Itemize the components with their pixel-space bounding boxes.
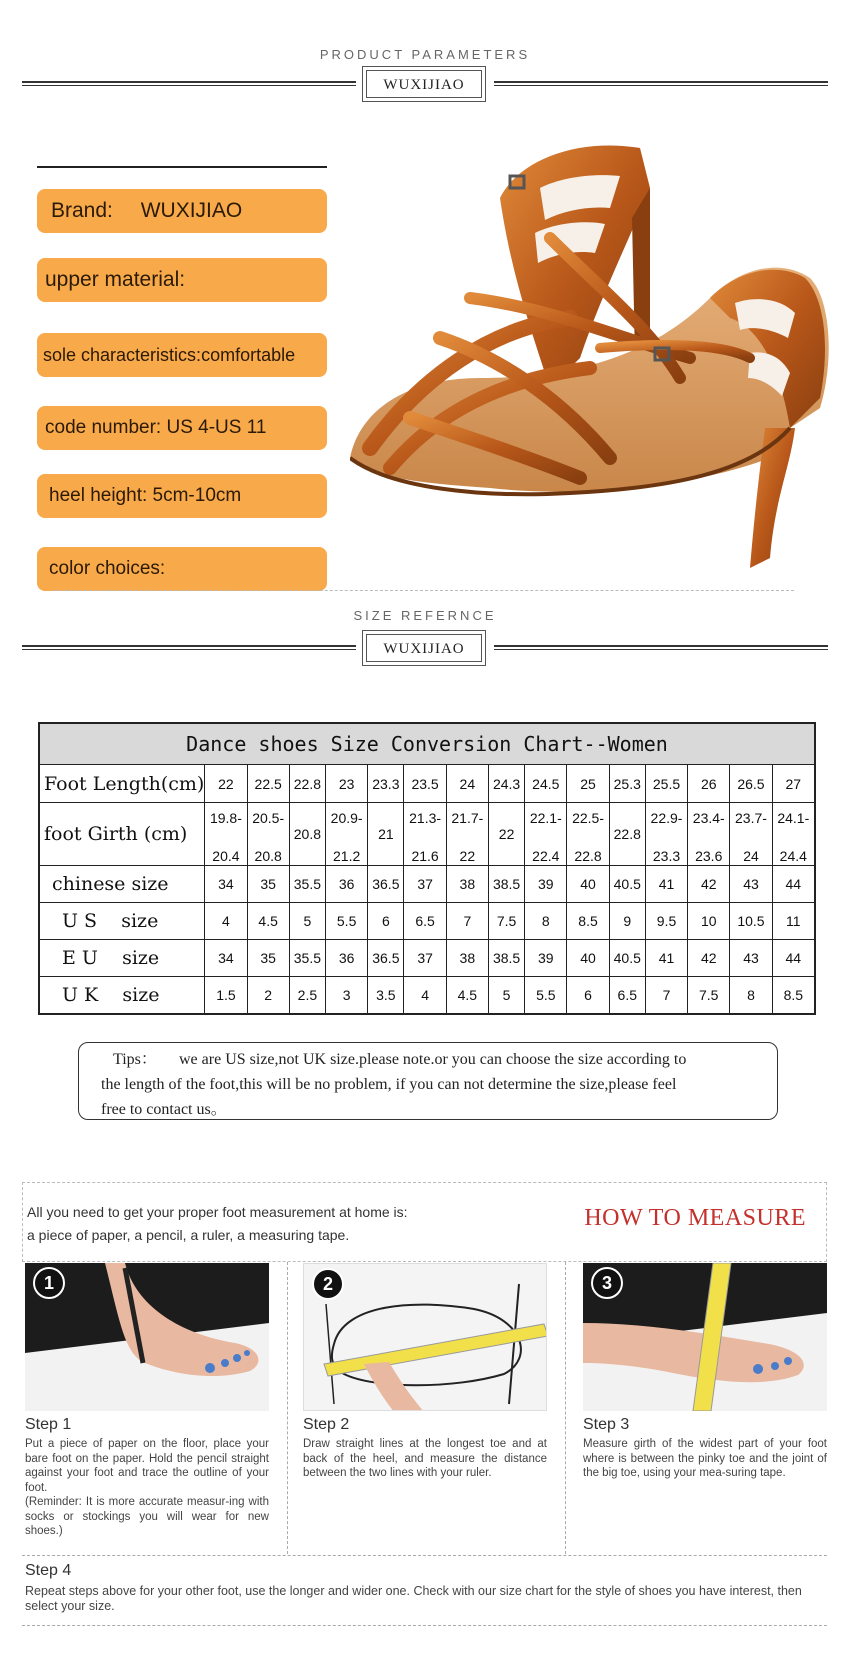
param-upper-material-label: upper material: xyxy=(45,268,186,291)
row-us xyxy=(39,903,815,940)
tips-box xyxy=(78,1042,778,1120)
cell: 5 xyxy=(289,903,325,940)
param-sole-label: sole characteristics: xyxy=(43,345,202,365)
cell: 3 xyxy=(326,977,368,1014)
girth-cell xyxy=(247,803,289,866)
tips-text-1: we are US size,not UK size.please note.or you can choose the size according to xyxy=(179,1051,687,1068)
cell: 24.3 xyxy=(488,765,524,803)
cell: 38 xyxy=(446,866,488,903)
girth-cell xyxy=(730,803,772,866)
girth-bottom: 20.8 xyxy=(254,848,282,864)
row-chinese xyxy=(39,866,815,903)
param-brand-value: WUXIJIAO xyxy=(140,199,243,222)
cell: 38 xyxy=(446,940,488,977)
step4-title: Step 4 xyxy=(25,1562,72,1579)
row-chinese-label: chinese size xyxy=(39,866,205,903)
girth-bottom: 22.4 xyxy=(532,848,560,864)
row-foot-length-label: Foot Length(cm) xyxy=(39,765,205,803)
param-sole xyxy=(37,333,327,377)
footer-divider xyxy=(22,1625,827,1626)
cell: 37 xyxy=(404,940,446,977)
girth-top: 23.7- xyxy=(735,810,767,826)
cell: 7 xyxy=(446,903,488,940)
cell: 39 xyxy=(525,866,567,903)
girth-bottom: 22.8 xyxy=(574,848,602,864)
cell: 6 xyxy=(567,977,609,1014)
row-eu-label: E U size xyxy=(39,940,205,977)
cell: 37 xyxy=(404,866,446,903)
cell: 5.5 xyxy=(525,977,567,1014)
cell: 4.5 xyxy=(446,977,488,1014)
tips-line-1 xyxy=(101,1047,759,1072)
girth-cell xyxy=(567,803,609,866)
girth-top: 21.3- xyxy=(409,810,442,826)
cell: 2 xyxy=(247,977,289,1014)
cell: 40 xyxy=(567,940,609,977)
step1-note: (Reminder: It is more accurate measur-ing with socks or stockings you will wear for new shoes.) xyxy=(25,1496,269,1537)
cell: 25.5 xyxy=(645,765,687,803)
cell: 35 xyxy=(247,866,289,903)
cell: 3.5 xyxy=(368,977,404,1014)
girth-top: 22.9- xyxy=(650,810,683,826)
measure-intro xyxy=(27,1201,408,1247)
how-to-measure-header xyxy=(22,1182,827,1262)
girth-bottom: 23.3 xyxy=(652,848,681,864)
cell: 23.5 xyxy=(404,765,446,803)
girth-top: 20.5- xyxy=(252,810,285,826)
cell: 26.5 xyxy=(730,765,772,803)
girth-cell xyxy=(446,803,488,866)
step4-body: Repeat steps above for your other foot, use the longer and wider one. Check with our size chart for the style of shoes you have interest, then select your size. xyxy=(25,1584,802,1613)
cell: 8 xyxy=(525,903,567,940)
cell: 1.5 xyxy=(205,977,247,1014)
param-upper-material xyxy=(37,258,327,302)
size-badge xyxy=(362,630,486,666)
brand-badge xyxy=(362,66,486,102)
girth-top: 24.1- xyxy=(777,810,810,826)
step1-title: Step 1 xyxy=(25,1416,72,1433)
girth-cell: 22 xyxy=(488,803,524,866)
step1-number: 1 xyxy=(33,1267,65,1299)
params-top-rule xyxy=(37,166,327,168)
girth-cell xyxy=(404,803,446,866)
girth-cell xyxy=(205,803,247,866)
row-us-label: U S size xyxy=(39,903,205,940)
step1-photo xyxy=(25,1263,269,1411)
cell: 41 xyxy=(645,940,687,977)
cell: 35.5 xyxy=(289,940,325,977)
cell: 43 xyxy=(730,866,772,903)
girth-bottom: 21.6 xyxy=(411,848,439,864)
step2-body: Draw straight lines at the longest toe and at back of the heel, and measure the distance between the two lines with your ruler. xyxy=(303,1438,547,1479)
param-color-choices-label: color choices: xyxy=(49,558,166,579)
param-heel-height-value: 5cm-10cm xyxy=(152,485,242,506)
girth-bottom: 23.6 xyxy=(695,848,723,864)
step3-body: Measure girth of the widest part of your foot where is between the pinky toe and the joint of the big toe, using your mea-suring tape. xyxy=(583,1438,827,1479)
param-brand xyxy=(37,189,327,233)
cell: 40.5 xyxy=(609,866,645,903)
cell: 7.5 xyxy=(688,977,730,1014)
cell: 38.5 xyxy=(488,866,524,903)
cell: 36.5 xyxy=(368,866,404,903)
cell: 44 xyxy=(772,866,815,903)
cell: 24.5 xyxy=(525,765,567,803)
girth-bottom: 24 xyxy=(743,848,759,864)
section-title-size: SIZE REFERNCE xyxy=(353,608,497,623)
cell: 26 xyxy=(688,765,730,803)
product-shoe-image xyxy=(350,128,840,598)
section-divider xyxy=(54,590,794,591)
girth-bottom: 20.4 xyxy=(212,848,240,864)
cell: 23.3 xyxy=(368,765,404,803)
header-rule-left xyxy=(22,81,356,86)
cell: 22 xyxy=(205,765,247,803)
cell: 38.5 xyxy=(488,940,524,977)
step1-body xyxy=(25,1437,269,1539)
section-title-parameters: PRODUCT PARAMETERS xyxy=(319,47,531,62)
girth-top: 21.7- xyxy=(451,810,484,826)
cell: 41 xyxy=(645,866,687,903)
cell: 10.5 xyxy=(730,903,772,940)
column-divider xyxy=(565,1262,566,1554)
cell: 34 xyxy=(205,866,247,903)
girth-top: 22.1- xyxy=(529,810,562,826)
cell: 7 xyxy=(645,977,687,1014)
cell: 8 xyxy=(730,977,772,1014)
cell: 23 xyxy=(326,765,368,803)
cell: 25 xyxy=(567,765,609,803)
row-foot-length xyxy=(39,765,815,803)
step2-photo xyxy=(303,1263,547,1411)
size-badge-text: WUXIJIAO xyxy=(366,634,482,662)
girth-cell: 21 xyxy=(368,803,404,866)
cell: 5.5 xyxy=(326,903,368,940)
tips-line-3: free to contact us。 xyxy=(101,1101,227,1118)
cell: 35 xyxy=(247,940,289,977)
cell: 9.5 xyxy=(645,903,687,940)
param-heel-height xyxy=(37,474,327,518)
girth-cell xyxy=(326,803,368,866)
step3-title: Step 3 xyxy=(583,1416,630,1433)
cell: 42 xyxy=(688,866,730,903)
cell: 40.5 xyxy=(609,940,645,977)
cell: 9 xyxy=(609,903,645,940)
header-rule-right xyxy=(494,81,828,86)
cell: 4 xyxy=(404,977,446,1014)
cell: 40 xyxy=(567,866,609,903)
param-color-choices xyxy=(37,547,327,591)
cell: 7.5 xyxy=(488,903,524,940)
cell: 4 xyxy=(205,903,247,940)
brand-badge-text: WUXIJIAO xyxy=(366,70,482,98)
cell: 22.5 xyxy=(247,765,289,803)
cell: 8.5 xyxy=(567,903,609,940)
girth-top: 20.9- xyxy=(330,810,363,826)
cell: 6.5 xyxy=(609,977,645,1014)
param-heel-height-label: heel height: xyxy=(49,485,148,506)
cell: 25.3 xyxy=(609,765,645,803)
cell: 44 xyxy=(772,940,815,977)
row-foot-girth-label: foot Girth (cm) xyxy=(39,803,205,866)
cell: 24 xyxy=(446,765,488,803)
girth-cell xyxy=(772,803,815,866)
row-eu xyxy=(39,940,815,977)
girth-bottom: 22 xyxy=(459,848,476,864)
girth-cell xyxy=(525,803,567,866)
girth-cell xyxy=(688,803,730,866)
measure-intro-line-1: All you need to get your proper foot measurement at home is: xyxy=(27,1204,408,1220)
cell: 6 xyxy=(368,903,404,940)
step4-divider xyxy=(22,1555,827,1556)
cell: 11 xyxy=(772,903,815,940)
cell: 27 xyxy=(772,765,815,803)
cell: 36 xyxy=(326,940,368,977)
cell: 35.5 xyxy=(289,866,325,903)
tips-label: Tips： xyxy=(113,1051,157,1068)
cell: 8.5 xyxy=(772,977,815,1014)
cell: 36 xyxy=(326,866,368,903)
girth-bottom: 21.2 xyxy=(333,848,361,864)
step3-photo xyxy=(583,1263,827,1411)
param-sole-value: comfortable xyxy=(201,345,296,365)
cell: 6.5 xyxy=(404,903,446,940)
row-uk xyxy=(39,977,815,1014)
girth-cell: 20.8 xyxy=(289,803,325,866)
row-foot-girth xyxy=(39,803,815,866)
cell: 2.5 xyxy=(289,977,325,1014)
param-code-number-value: US 4-US 11 xyxy=(166,417,267,438)
how-to-measure-title: HOW TO MEASURE xyxy=(584,1205,806,1231)
size-chart-title: Dance shoes Size Conversion Chart--Women xyxy=(39,723,815,765)
param-brand-label: Brand: xyxy=(51,199,113,222)
cell: 34 xyxy=(205,940,247,977)
step2-number: 2 xyxy=(312,1268,344,1300)
cell: 5 xyxy=(488,977,524,1014)
cell: 42 xyxy=(688,940,730,977)
measure-intro-line-2: a piece of paper, a pencil, a ruler, a measuring tape. xyxy=(27,1227,350,1243)
param-code-number-label: code number: xyxy=(45,417,162,438)
girth-top: 23.4- xyxy=(692,810,725,826)
step3-number: 3 xyxy=(591,1267,623,1299)
column-divider xyxy=(287,1262,288,1554)
tips-line-2: the length of the foot,this will be no problem, if you can not determine the size,please feel xyxy=(101,1076,677,1093)
cell: 39 xyxy=(525,940,567,977)
girth-top: 22.5- xyxy=(572,810,604,826)
step2-title: Step 2 xyxy=(303,1416,350,1433)
girth-top: 19.8- xyxy=(209,810,242,826)
cell: 10 xyxy=(688,903,730,940)
girth-cell: 22.8 xyxy=(609,803,645,866)
param-code-number xyxy=(37,406,327,450)
size-rule-right xyxy=(494,645,828,650)
girth-cell xyxy=(645,803,687,866)
cell: 22.8 xyxy=(289,765,325,803)
size-chart xyxy=(38,722,816,1015)
cell: 43 xyxy=(730,940,772,977)
size-rule-left xyxy=(22,645,356,650)
row-uk-label: U K size xyxy=(39,977,205,1014)
cell: 4.5 xyxy=(247,903,289,940)
girth-bottom: 24.4 xyxy=(779,848,807,864)
step1-body-text: Put a piece of paper on the floor, place your bare foot on the paper. Hold the pencil straight against your foot and trace the outline of your foot. xyxy=(25,1438,269,1494)
cell: 36.5 xyxy=(368,940,404,977)
